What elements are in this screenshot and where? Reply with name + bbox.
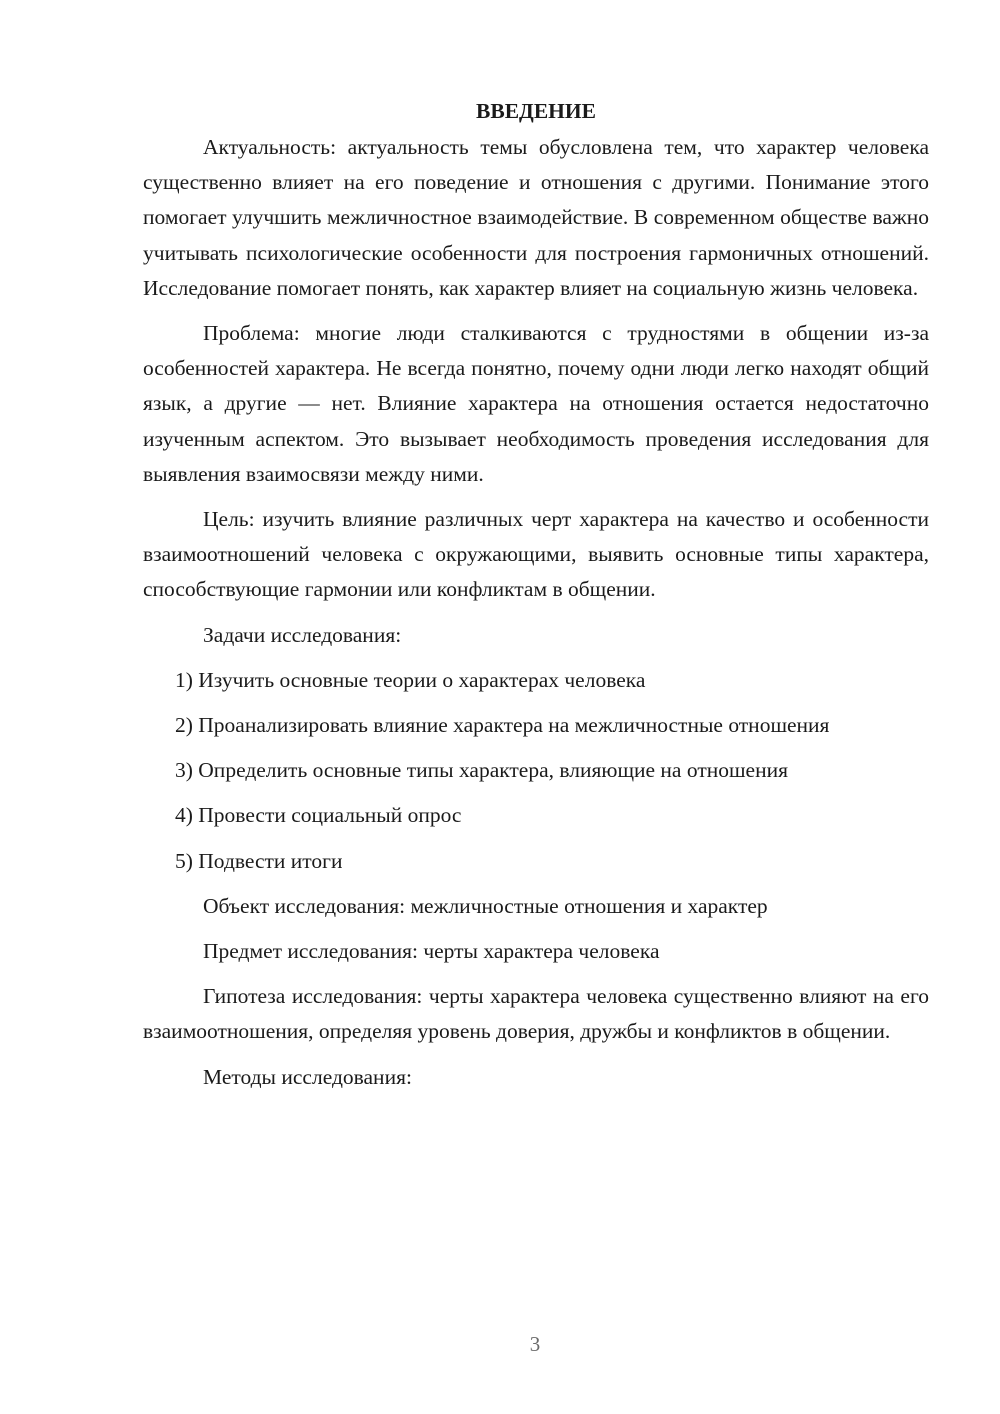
- methods-heading: Методы исследования:: [203, 1064, 412, 1089]
- task-item-2: 2) Проанализировать влияние характера на межличностные отношения: [175, 713, 830, 738]
- task-item-3: 3) Определить основные типы характера, влияющие на отношения: [175, 758, 788, 783]
- task-item-1: 1) Изучить основные теории о характерах человека: [175, 667, 646, 692]
- research-object: Объект исследования: межличностные отношения и характер: [203, 893, 768, 918]
- page-number: 3: [529, 1332, 541, 1356]
- document-page: [143, 92, 929, 1105]
- relevance-paragraph: Актуальность: актуальность темы обусловлена тем, что характер человека существенно влияет на его поведение и отношения с другими. Понимание этого помогает улучшить межличностное взаимодействие. В современном обществе важно учитывать психологические особенности для построения гармоничных отношений. Исследование помогает понять, как характер влияет на социальную жизнь человека.: [143, 135, 929, 300]
- hypothesis-paragraph: Гипотеза исследования: черты характера человека существенно влияют на его взаимоотношения, определяя уровень доверия, дружбы и конфликтов в общении.: [143, 984, 929, 1044]
- task-item-4: 4) Провести социальный опрос: [175, 803, 462, 828]
- task-item-5: 5) Подвести итоги: [175, 848, 343, 873]
- research-subject: Предмет исследования: черты характера человека: [203, 939, 660, 964]
- goal-paragraph: Цель: изучить влияние различных черт характера на качество и особенности взаимоотношений человека с окружающими, выявить основные типы характера, способствующие гармонии или конфликтам в общении.: [143, 507, 929, 602]
- section-heading: ВВЕДЕНИЕ: [476, 99, 596, 123]
- problem-paragraph: Проблема: многие люди сталкиваются с трудностями в общении из-за особенностей характера. Не всегда понятно, почему одни люди легко находят общий язык, а другие — нет. Влияние характера на отношения остается недостаточно изученным аспектом. Это вызывает необходимость проведения исследования для выявления взаимосвязи между ними.: [143, 321, 929, 486]
- tasks-heading: Задачи исследования:: [203, 622, 402, 647]
